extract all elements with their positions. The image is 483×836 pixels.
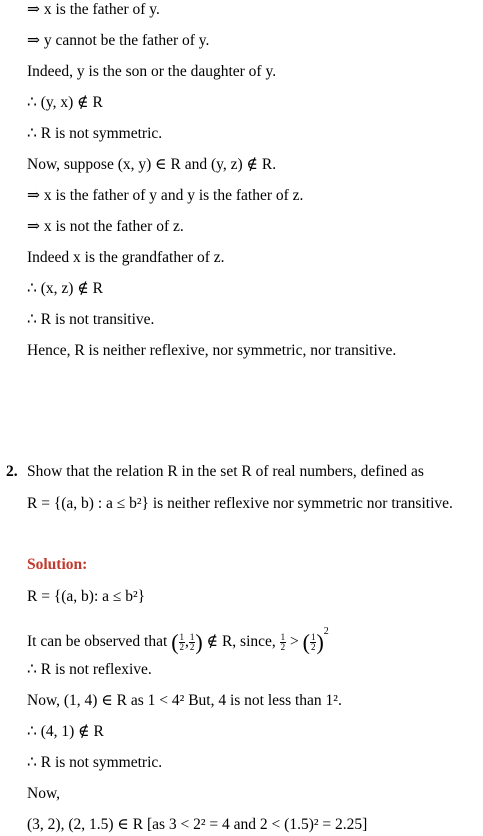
observation-mid: ∉ R, since, bbox=[206, 633, 276, 650]
solution-line-5: ∴ (4, 1) ∉ R bbox=[27, 723, 104, 740]
proof-line-9: Indeed x is the grandfather of z. bbox=[27, 249, 225, 266]
proof-line-4: ∴ (y, x) ∉ R bbox=[27, 94, 103, 111]
proof-line-3: Indeed, y is the son or the daughter of y. bbox=[27, 63, 277, 80]
fraction-half: $\frac{1}{2}$ bbox=[310, 631, 316, 652]
solution-line-6: ∴ R is not symmetric. bbox=[27, 754, 163, 771]
proof-line-6: Now, suppose (x, y) ∈ R and (y, z) ∉ R. bbox=[27, 156, 277, 173]
proof-line-1: ⇒ x is the father of y. bbox=[27, 1, 160, 18]
question-number: 2. bbox=[6, 463, 18, 480]
fraction-half: $\frac{1}{2}$ bbox=[179, 631, 185, 652]
solution-observation: It can be observed that ( $\frac{1}{2}$ , $\frac{1}{2}$ ) ∉ R, since, $\frac{1}{2}$ > ( $\frac{1}{2}$ )$^2$ bbox=[27, 626, 329, 655]
solution-line-4: Now, (1, 4) ∈ R as 1 < 4² But, 4 is not less than 1². bbox=[27, 692, 342, 709]
greater-than-sign: > bbox=[290, 633, 299, 650]
proof-line-2: ⇒ y cannot be the father of y. bbox=[27, 32, 210, 49]
fraction-half: $\frac{1}{2}$ bbox=[189, 631, 195, 652]
question-text-line-2: R = {(a, b) : a ≤ b²} is neither reflexive nor symmetric nor transitive. bbox=[27, 495, 453, 512]
proof-line-7: ⇒ x is the father of y and y is the father of z. bbox=[27, 187, 304, 204]
proof-line-11: ∴ R is not transitive. bbox=[27, 311, 155, 328]
proof-line-8: ⇒ x is not the father of z. bbox=[27, 218, 184, 235]
solution-line-8: (3, 2), (2, 1.5) ∈ R [as 3 < 2² = 4 and 2 < (1.5)² = 2.25] bbox=[27, 816, 368, 833]
square-exponent: 2 bbox=[323, 626, 329, 637]
proof-conclusion: Hence, R is neither reflexive, nor symmetric, nor transitive. bbox=[27, 342, 397, 359]
observation-prefix: It can be observed that bbox=[27, 633, 168, 650]
solution-definition: R = {(a, b): a ≤ b²} bbox=[27, 588, 146, 605]
solution-line-3: ∴ R is not reflexive. bbox=[27, 661, 152, 678]
proof-line-5: ∴ R is not symmetric. bbox=[27, 125, 163, 142]
proof-line-10: ∴ (x, z) ∉ R bbox=[27, 280, 104, 297]
fraction-half: $\frac{1}{2}$ bbox=[280, 631, 286, 652]
solution-heading: Solution: bbox=[27, 556, 88, 573]
question-text-line-1: Show that the relation R in the set R of real numbers, defined as bbox=[27, 463, 424, 480]
solution-line-7: Now, bbox=[27, 785, 61, 802]
